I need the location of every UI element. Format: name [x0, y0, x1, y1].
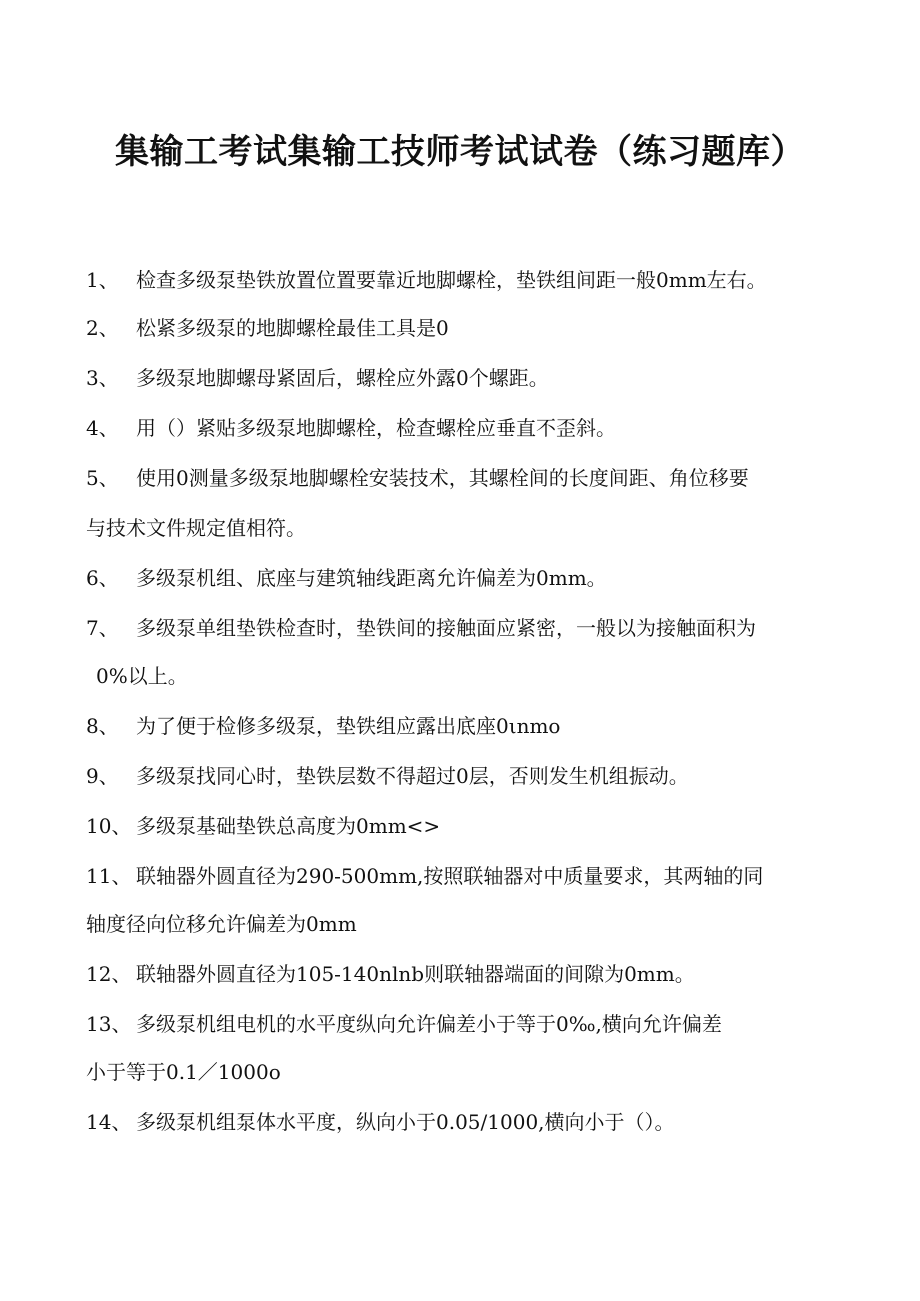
question-text: 多级泵机组泵体水平度，纵向小于0.05/1000,横向小于（）。: [136, 1110, 675, 1134]
question-text: 多级泵基础垫铁总高度为0mm<>: [136, 814, 441, 838]
question-number: 11、: [86, 864, 132, 888]
question-text: 多级泵地脚螺母紧固后，螺栓应外露0个螺距。: [136, 366, 549, 390]
question-text: 为了便于检修多级泵，垫铁组应露出底座0ιnmo: [136, 714, 561, 738]
question-number: 8、: [86, 714, 119, 738]
question-text: 多级泵找同心时，垫铁层数不得超过0层，否则发生机组振动。: [136, 764, 689, 788]
question-text: 联轴器外圆直径为290-500mm,按照联轴器对中质量要求，其两轴的同: [136, 864, 764, 888]
question-text: 多级泵单组垫铁检查时，垫铁间的接触面应紧密，一般以为接触面积为: [136, 616, 756, 640]
question-number: 14、: [86, 1110, 132, 1134]
question-number: 2、: [86, 316, 119, 340]
question-text: 多级泵机组、底座与建筑轴线距离允许偏差为0mm。: [136, 566, 607, 590]
question-number: 4、: [86, 416, 119, 440]
document-title: 集输工考试集输工技师考试试卷（练习题库）: [115, 132, 805, 172]
question-number: 5、: [86, 466, 119, 490]
question-text: 检查多级泵垫铁放置位置要靠近地脚螺栓，垫铁组间距一般0mm左右。: [136, 268, 767, 292]
question-number: 13、: [86, 1012, 132, 1036]
question-text: 使用0测量多级泵地脚螺栓安装技术，其螺栓间的长度间距、角位移要: [136, 466, 749, 490]
question-number: 9、: [86, 764, 119, 788]
question-number: 10、: [86, 814, 132, 838]
question-text: 多级泵机组电机的水平度纵向允许偏差小于等于0‰,横向允许偏差: [136, 1012, 722, 1036]
question-number: 3、: [86, 366, 119, 390]
question-text: 松紧多级泵的地脚螺栓最佳工具是0: [136, 316, 449, 340]
question-number: 7、: [86, 616, 119, 640]
question-text-continuation: 轴度径向位移允许偏差为0mm: [86, 912, 357, 936]
question-text-continuation: 0%以上。: [96, 664, 188, 688]
question-text: 用（）紧贴多级泵地脚螺栓，检查螺栓应垂直不歪斜。: [136, 416, 616, 440]
question-text-continuation: 与技术文件规定值相符。: [86, 516, 306, 540]
question-number: 12、: [86, 962, 132, 986]
question-number: 1、: [86, 268, 119, 292]
question-text-continuation: 小于等于0.1／1000o: [86, 1060, 281, 1084]
question-number: 6、: [86, 566, 119, 590]
question-text: 联轴器外圆直径为105-140nlnb则联轴器端面的间隙为0mm。: [136, 962, 695, 986]
